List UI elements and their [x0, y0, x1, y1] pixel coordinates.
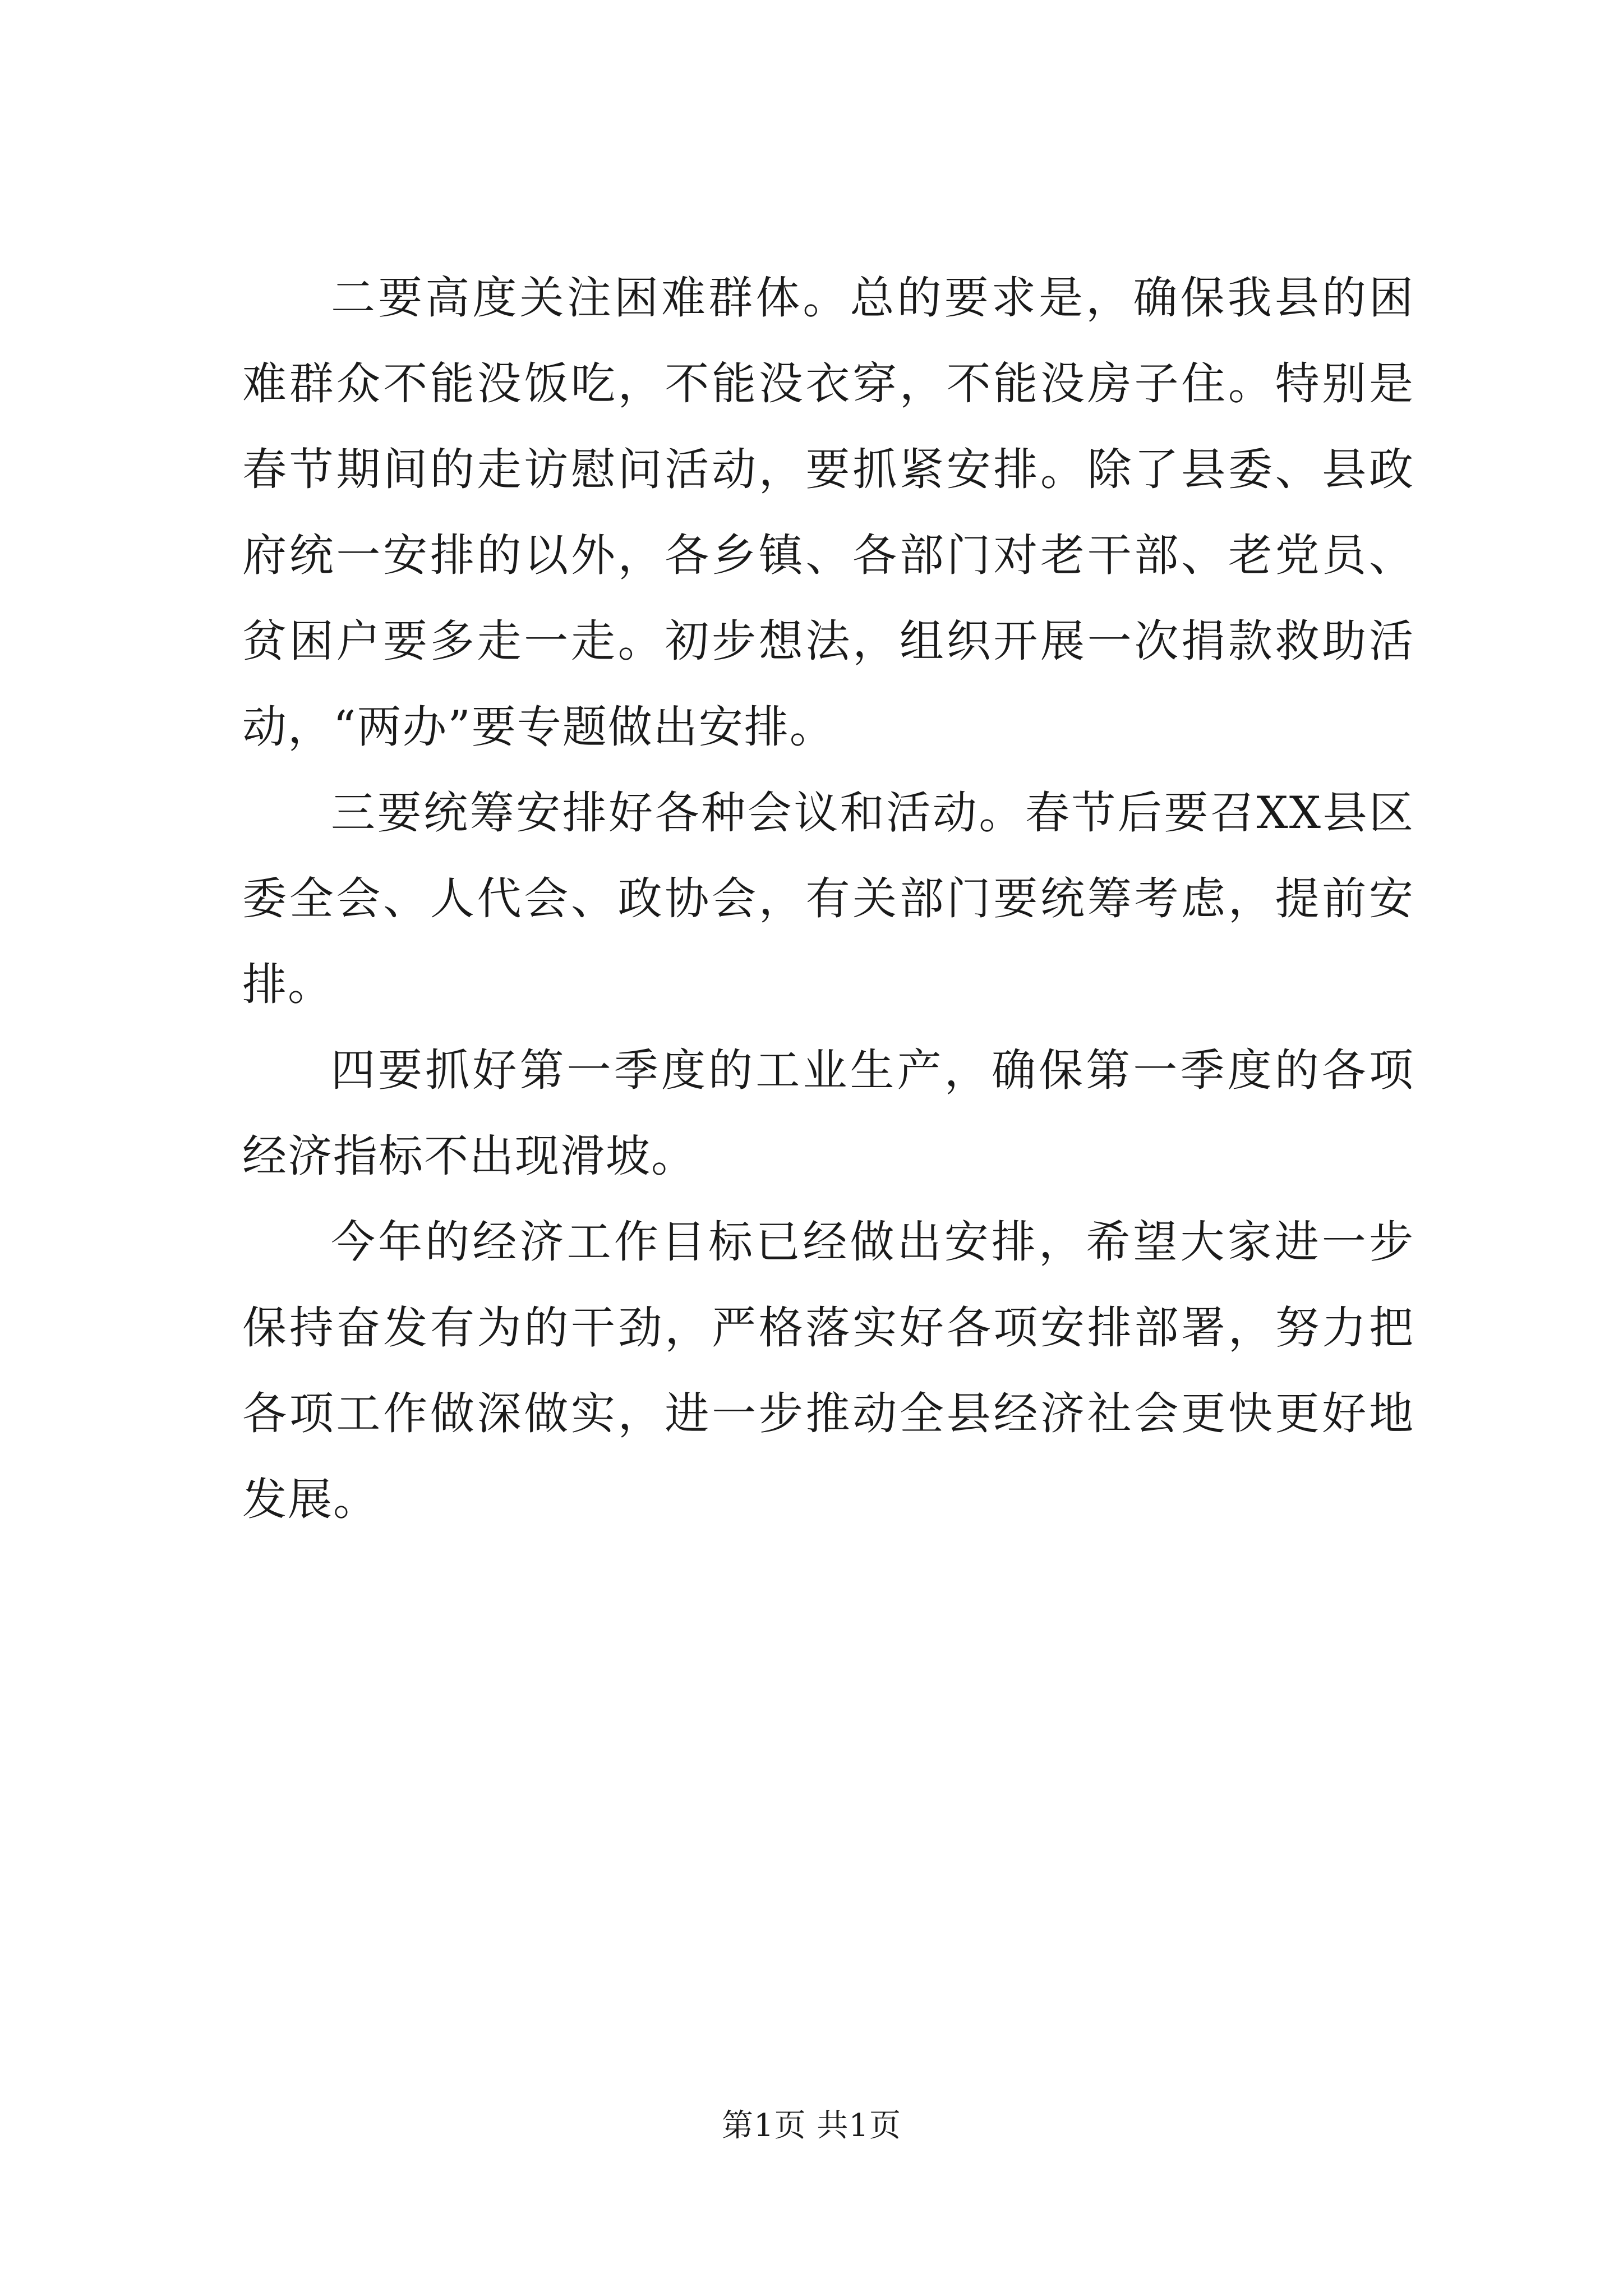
paragraph-difficult-groups: 二要高度关注困难群体。总的要求是，确保我县的困难群众不能没饭吃，不能没衣穿，不能没房子住。特别是春节期间的走访慰问活动，要抓紧安排。除了县委、县政府统一安排的以外，各乡镇、各部门对老干部、老党员、贫困户要多走一走。初步想法，组织开展一次捐款救助活动，“两办”要专题做出安排。	[242, 272, 1414, 753]
page-number-footer: 第1页 共1页	[721, 2108, 902, 2144]
paragraph-meetings: 三要统筹安排好各种会议和活动。春节后要召XX县区委全会、人代会、政协会，有关部门要统筹考虑，提前安排。	[242, 787, 1414, 1010]
paragraph-industrial-production: 四要抓好第一季度的工业生产，确保第一季度的各项经济指标不出现滑坡。	[242, 1045, 1414, 1182]
paragraph-closing: 今年的经济工作目标已经做出安排，希望大家进一步保持奋发有为的干劲，严格落实好各项安排部署，努力把各项工作做深做实，进一步推动全县经济社会更快更好地发展。	[242, 1216, 1414, 1525]
document-body	[242, 255, 1414, 1543]
